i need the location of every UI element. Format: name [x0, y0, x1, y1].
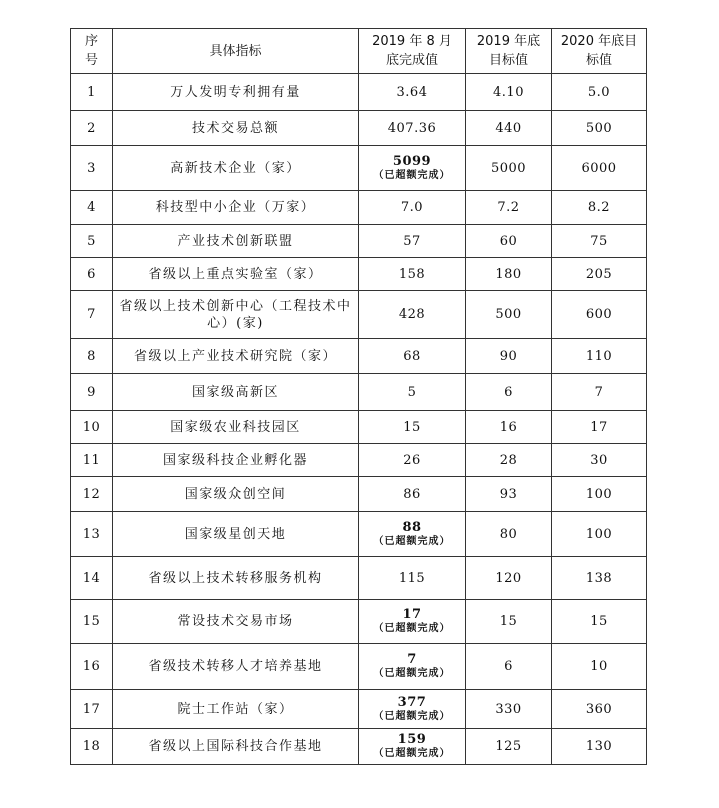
row-number-cell: 3	[71, 146, 113, 191]
completed-value-cell	[359, 512, 466, 557]
target-2020-cell: 75	[552, 225, 647, 258]
target-2020-cell: 500	[552, 111, 647, 146]
target-2020-cell: 17	[552, 411, 647, 444]
row-number-cell: 6	[71, 258, 113, 291]
header-no: 序号	[71, 29, 113, 74]
target-2020-cell: 100	[552, 512, 647, 557]
table-row	[71, 557, 647, 600]
table-row	[71, 512, 647, 557]
target-2020-cell: 30	[552, 444, 647, 477]
completed-value-cell: 15	[359, 411, 466, 444]
indicator-name-cell: 国家级农业科技园区	[113, 411, 359, 444]
completed-value-cell: 57	[359, 225, 466, 258]
table-row	[71, 477, 647, 512]
completed-value-cell	[359, 729, 466, 765]
indicator-name-cell: 技术交易总额	[113, 111, 359, 146]
indicator-name-cell: 产业技术创新联盟	[113, 225, 359, 258]
completed-value-cell: 158	[359, 258, 466, 291]
header-target2020: 2020 年底目标值	[552, 29, 647, 74]
row-number-cell: 17	[71, 690, 113, 729]
table-body	[71, 74, 647, 765]
target-2020-cell: 130	[552, 729, 647, 765]
table-row	[71, 225, 647, 258]
indicator-name-cell: 国家级科技企业孵化器	[113, 444, 359, 477]
indicator-name-cell: 省级以上技术创新中心（工程技术中心）(家)	[113, 291, 359, 339]
row-number-cell: 14	[71, 557, 113, 600]
target-2019-cell: 125	[466, 729, 552, 765]
exceeded-note: （已超额完成）	[373, 169, 451, 181]
indicator-name-cell: 国家级众创空间	[113, 477, 359, 512]
target-2019-cell: 500	[466, 291, 552, 339]
exceeded-note: （已超额完成）	[373, 710, 451, 722]
row-number-cell: 18	[71, 729, 113, 765]
row-number-cell: 10	[71, 411, 113, 444]
completed-value-cell: 26	[359, 444, 466, 477]
header-row	[71, 29, 647, 74]
header-aug2019: 2019 年 8 月底完成值	[359, 29, 466, 74]
row-number-cell: 11	[71, 444, 113, 477]
indicator-name-cell: 省级以上重点实验室（家）	[113, 258, 359, 291]
table-row	[71, 729, 647, 765]
indicator-name-cell: 省级以上产业技术研究院（家）	[113, 339, 359, 374]
row-number-cell: 7	[71, 291, 113, 339]
completed-value-cell: 407.36	[359, 111, 466, 146]
target-2020-cell: 6000	[552, 146, 647, 191]
row-number-cell: 2	[71, 111, 113, 146]
row-number-cell: 13	[71, 512, 113, 557]
completed-value-cell: 5	[359, 374, 466, 411]
table-row	[71, 690, 647, 729]
target-2020-cell: 138	[552, 557, 647, 600]
target-2019-cell: 6	[466, 644, 552, 690]
completed-value-cell: 7.0	[359, 191, 466, 225]
indicator-name-cell: 常设技术交易市场	[113, 600, 359, 644]
indicator-name-cell: 高新技术企业（家）	[113, 146, 359, 191]
completed-value: 159	[397, 732, 427, 747]
table-row	[71, 339, 647, 374]
target-2019-cell: 440	[466, 111, 552, 146]
row-number-cell: 16	[71, 644, 113, 690]
indicator-name-cell: 万人发明专利拥有量	[113, 74, 359, 111]
target-2019-cell: 90	[466, 339, 552, 374]
target-2020-cell: 600	[552, 291, 647, 339]
target-2019-cell: 60	[466, 225, 552, 258]
target-2020-cell: 360	[552, 690, 647, 729]
header-indicator: 具体指标	[113, 29, 359, 74]
completed-value: 17	[402, 607, 422, 622]
table-row	[71, 644, 647, 690]
indicator-name-cell: 省级以上国际科技合作基地	[113, 729, 359, 765]
indicator-table	[70, 28, 647, 765]
row-number-cell: 15	[71, 600, 113, 644]
target-2019-cell: 5000	[466, 146, 552, 191]
table-row	[71, 600, 647, 644]
target-2019-cell: 4.10	[466, 74, 552, 111]
target-2020-cell: 5.0	[552, 74, 647, 111]
exceeded-note: （已超额完成）	[373, 623, 451, 634]
indicator-name-cell: 省级技术转移人才培养基地	[113, 644, 359, 690]
completed-value-cell	[359, 644, 466, 690]
row-number-cell: 12	[71, 477, 113, 512]
exceeded-note: （已超额完成）	[373, 668, 451, 679]
target-2020-cell: 205	[552, 258, 647, 291]
completed-value: 88	[402, 519, 422, 535]
target-2020-cell: 110	[552, 339, 647, 374]
target-2019-cell: 120	[466, 557, 552, 600]
indicator-name-cell: 国家级高新区	[113, 374, 359, 411]
target-2019-cell: 93	[466, 477, 552, 512]
table-row	[71, 444, 647, 477]
completed-value-cell: 428	[359, 291, 466, 339]
indicator-name-cell: 省级以上技术转移服务机构	[113, 557, 359, 600]
indicator-name-cell: 国家级星创天地	[113, 512, 359, 557]
exceeded-note: （已超额完成）	[373, 535, 451, 547]
completed-value-cell: 86	[359, 477, 466, 512]
table-row	[71, 191, 647, 225]
completed-value-cell: 3.64	[359, 74, 466, 111]
row-number-cell: 1	[71, 74, 113, 111]
completed-value-cell	[359, 690, 466, 729]
target-2020-cell: 100	[552, 477, 647, 512]
completed-value-cell: 68	[359, 339, 466, 374]
completed-value: 7	[407, 652, 417, 667]
header-target2019: 2019 年底目标值	[466, 29, 552, 74]
target-2020-cell: 15	[552, 600, 647, 644]
row-number-cell: 5	[71, 225, 113, 258]
table-row	[71, 111, 647, 146]
table-row	[71, 258, 647, 291]
row-number-cell: 9	[71, 374, 113, 411]
table-row	[71, 146, 647, 191]
target-2019-cell: 16	[466, 411, 552, 444]
target-2020-cell: 7	[552, 374, 647, 411]
target-2020-cell: 10	[552, 644, 647, 690]
target-2019-cell: 330	[466, 690, 552, 729]
table-row	[71, 74, 647, 111]
target-2020-cell: 8.2	[552, 191, 647, 225]
target-2019-cell: 28	[466, 444, 552, 477]
indicator-name-cell: 科技型中小企业（万家）	[113, 191, 359, 225]
row-number-cell: 4	[71, 191, 113, 225]
exceeded-note: （已超额完成）	[373, 748, 451, 759]
target-2019-cell: 7.2	[466, 191, 552, 225]
completed-value: 5099	[392, 153, 432, 169]
table-row	[71, 291, 647, 339]
row-number-cell: 8	[71, 339, 113, 374]
indicator-name-cell: 院士工作站（家）	[113, 690, 359, 729]
completed-value-cell: 115	[359, 557, 466, 600]
completed-value-cell	[359, 600, 466, 644]
table-row	[71, 374, 647, 411]
target-2019-cell: 6	[466, 374, 552, 411]
target-2019-cell: 180	[466, 258, 552, 291]
completed-value: 377	[397, 694, 427, 710]
target-2019-cell: 15	[466, 600, 552, 644]
completed-value-cell	[359, 146, 466, 191]
target-2019-cell: 80	[466, 512, 552, 557]
table-row	[71, 411, 647, 444]
